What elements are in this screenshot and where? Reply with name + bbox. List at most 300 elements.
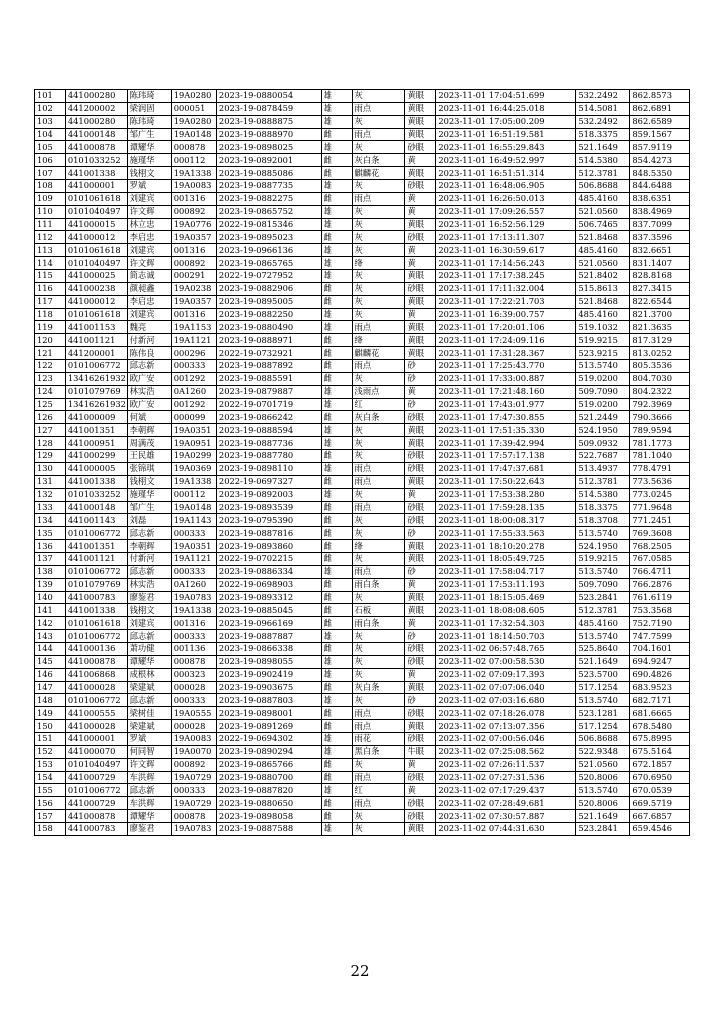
rank-cell: 145 xyxy=(35,655,66,668)
rank-cell: 132 xyxy=(35,488,66,501)
arrival-time-cell: 2023-11-01 17:22:21.703 xyxy=(436,295,576,308)
eye-cell: 砂眼 xyxy=(405,797,436,810)
arrival-time-cell: 2023-11-01 18:08:08.605 xyxy=(436,604,576,617)
distance-cell: 532.2492 xyxy=(576,90,630,103)
speed-cell: 804.7030 xyxy=(630,372,690,385)
speed-cell: 678.5480 xyxy=(630,720,690,733)
color-cell: 灰 xyxy=(352,668,405,681)
ring-number-cell: 2023-19-0866338 xyxy=(216,642,321,655)
sex-cell: 雄 xyxy=(321,565,352,578)
distance-cell: 512.3781 xyxy=(576,167,630,180)
table-row xyxy=(35,128,690,141)
speed-cell: 669.5719 xyxy=(630,797,690,810)
loft-code-cell: 19A1153 xyxy=(171,321,216,334)
member-id-cell: 441001121 xyxy=(65,552,127,565)
sex-cell: 雌 xyxy=(321,192,352,205)
arrival-time-cell: 2023-11-01 17:59:28.135 xyxy=(436,501,576,514)
sex-cell: 雌 xyxy=(321,810,352,823)
sex-cell: 雄 xyxy=(321,630,352,643)
eye-cell: 砂 xyxy=(405,398,436,411)
member-id-cell: 0101040497 xyxy=(65,758,127,771)
rank-cell: 109 xyxy=(35,192,66,205)
distance-cell: 485.4160 xyxy=(576,308,630,321)
eye-cell: 牛眼 xyxy=(405,745,436,758)
table-row xyxy=(35,720,690,733)
arrival-time-cell: 2023-11-01 16:26:50.013 xyxy=(436,192,576,205)
loft-code-cell: 19A0280 xyxy=(171,90,216,103)
arrival-time-cell: 2023-11-01 17:50:22.643 xyxy=(436,475,576,488)
arrival-time-cell: 2023-11-02 07:30:57.887 xyxy=(436,810,576,823)
name-cell: 何斌 xyxy=(127,411,171,424)
distance-cell: 513.5740 xyxy=(576,565,630,578)
table-row xyxy=(35,642,690,655)
table-row xyxy=(35,167,690,180)
loft-code-cell: 000112 xyxy=(171,488,216,501)
arrival-time-cell: 2023-11-01 17:32:54.303 xyxy=(436,617,576,630)
color-cell: 雨点 xyxy=(352,720,405,733)
distance-cell: 513.5740 xyxy=(576,784,630,797)
eye-cell: 砂眼 xyxy=(405,732,436,745)
sex-cell: 雌 xyxy=(321,514,352,527)
sex-cell: 雌 xyxy=(321,372,352,385)
color-cell: 雨点 xyxy=(352,462,405,475)
rank-cell: 140 xyxy=(35,591,66,604)
color-cell: 浅雨点 xyxy=(352,385,405,398)
member-id-cell: 441000028 xyxy=(65,681,127,694)
speed-cell: 769.3608 xyxy=(630,527,690,540)
rank-cell: 147 xyxy=(35,681,66,694)
distance-cell: 485.4160 xyxy=(576,192,630,205)
arrival-time-cell: 2023-11-01 18:10:20.278 xyxy=(436,540,576,553)
eye-cell: 黄眼 xyxy=(405,437,436,450)
rank-cell: 130 xyxy=(35,462,66,475)
member-id-cell: 0101006772 xyxy=(65,527,127,540)
speed-cell: 821.3635 xyxy=(630,321,690,334)
color-cell: 灰 xyxy=(352,205,405,218)
name-cell: 谭耀华 xyxy=(127,141,171,154)
rank-cell: 121 xyxy=(35,347,66,360)
member-id-cell: 441000025 xyxy=(65,270,127,283)
sex-cell: 雌 xyxy=(321,642,352,655)
speed-cell: 781.1773 xyxy=(630,437,690,450)
speed-cell: 773.0245 xyxy=(630,488,690,501)
member-id-cell: 441200001 xyxy=(65,347,127,360)
distance-cell: 523.2841 xyxy=(576,591,630,604)
rank-cell: 134 xyxy=(35,514,66,527)
table-row xyxy=(35,655,690,668)
loft-code-cell: 000099 xyxy=(171,411,216,424)
ring-number-cell: 2023-19-0887816 xyxy=(216,527,321,540)
table-row xyxy=(35,398,690,411)
ring-number-cell: 2023-19-0892003 xyxy=(216,488,321,501)
sex-cell: 雄 xyxy=(321,141,352,154)
speed-cell: 832.6651 xyxy=(630,244,690,257)
table-row xyxy=(35,218,690,231)
color-cell: 灰白条 xyxy=(352,411,405,424)
distance-cell: 506.7465 xyxy=(576,218,630,231)
loft-code-cell: 000333 xyxy=(171,784,216,797)
table-row xyxy=(35,244,690,257)
loft-code-cell: 000333 xyxy=(171,694,216,707)
member-id-cell: 441000729 xyxy=(65,771,127,784)
arrival-time-cell: 2023-11-02 07:17:29.437 xyxy=(436,784,576,797)
sex-cell: 雄 xyxy=(321,180,352,193)
table-row xyxy=(35,462,690,475)
rank-cell: 102 xyxy=(35,102,66,115)
loft-code-cell: 000028 xyxy=(171,681,216,694)
sex-cell: 雄 xyxy=(321,102,352,115)
distance-cell: 520.8006 xyxy=(576,771,630,784)
eye-cell: 黄 xyxy=(405,784,436,797)
color-cell: 灰 xyxy=(352,115,405,128)
ring-number-cell: 2023-19-0865765 xyxy=(216,257,321,270)
table-row xyxy=(35,334,690,347)
table-row xyxy=(35,282,690,295)
ring-number-cell: 2022-19-0697327 xyxy=(216,475,321,488)
distance-cell: 521.1649 xyxy=(576,655,630,668)
arrival-time-cell: 2023-11-01 17:33:00.887 xyxy=(436,372,576,385)
ring-number-cell: 2023-19-0898025 xyxy=(216,141,321,154)
distance-cell: 519.0200 xyxy=(576,372,630,385)
distance-cell: 521.8468 xyxy=(576,295,630,308)
table-row xyxy=(35,707,690,720)
member-id-cell: 441000012 xyxy=(65,295,127,308)
ring-number-cell: 2023-19-0892001 xyxy=(216,154,321,167)
sex-cell: 雄 xyxy=(321,655,352,668)
eye-cell: 砂 xyxy=(405,630,436,643)
sex-cell: 雌 xyxy=(321,681,352,694)
eye-cell: 砂眼 xyxy=(405,282,436,295)
distance-cell: 520.8006 xyxy=(576,797,630,810)
rank-cell: 116 xyxy=(35,282,66,295)
distance-cell: 518.3375 xyxy=(576,501,630,514)
color-cell: 灰 xyxy=(352,552,405,565)
ring-number-cell: 2023-19-0882906 xyxy=(216,282,321,295)
name-cell: 欧广安 xyxy=(127,398,171,411)
rank-cell: 101 xyxy=(35,90,66,103)
rank-cell: 143 xyxy=(35,630,66,643)
speed-cell: 667.6857 xyxy=(630,810,690,823)
sex-cell: 雄 xyxy=(321,437,352,450)
sex-cell: 雌 xyxy=(321,617,352,630)
speed-cell: 854.4273 xyxy=(630,154,690,167)
color-cell: 灰 xyxy=(352,231,405,244)
rank-cell: 138 xyxy=(35,565,66,578)
eye-cell: 黄 xyxy=(405,257,436,270)
loft-code-cell: 19A0083 xyxy=(171,180,216,193)
arrival-time-cell: 2023-11-01 16:52:56.129 xyxy=(436,218,576,231)
eye-cell: 砂眼 xyxy=(405,810,436,823)
loft-code-cell: 001292 xyxy=(171,372,216,385)
table-row xyxy=(35,732,690,745)
table-row xyxy=(35,540,690,553)
color-cell: 灰 xyxy=(352,437,405,450)
eye-cell: 砂眼 xyxy=(405,514,436,527)
speed-cell: 790.3666 xyxy=(630,411,690,424)
rank-cell: 105 xyxy=(35,141,66,154)
rank-cell: 120 xyxy=(35,334,66,347)
color-cell: 麒麟花 xyxy=(352,167,405,180)
rank-cell: 142 xyxy=(35,617,66,630)
color-cell: 雨点 xyxy=(352,192,405,205)
rank-cell: 133 xyxy=(35,501,66,514)
speed-cell: 828.8168 xyxy=(630,270,690,283)
eye-cell: 黄眼 xyxy=(405,167,436,180)
speed-cell: 827.3415 xyxy=(630,282,690,295)
member-id-cell: 441000001 xyxy=(65,180,127,193)
rank-cell: 122 xyxy=(35,360,66,373)
distance-cell: 519.9215 xyxy=(576,552,630,565)
arrival-time-cell: 2023-11-01 17:57:17.138 xyxy=(436,450,576,463)
loft-code-cell: 19A0148 xyxy=(171,128,216,141)
table-row xyxy=(35,810,690,823)
eye-cell: 砂 xyxy=(405,360,436,373)
rank-cell: 155 xyxy=(35,784,66,797)
name-cell: 周满茂 xyxy=(127,437,171,450)
speed-cell: 675.8995 xyxy=(630,732,690,745)
rank-cell: 111 xyxy=(35,218,66,231)
ring-number-cell: 2023-19-0865752 xyxy=(216,205,321,218)
speed-cell: 659.4546 xyxy=(630,822,690,835)
table-row xyxy=(35,758,690,771)
name-cell: 邱志新 xyxy=(127,565,171,578)
arrival-time-cell: 2023-11-01 17:47:30.855 xyxy=(436,411,576,424)
sex-cell: 雌 xyxy=(321,475,352,488)
table-row xyxy=(35,475,690,488)
table-row xyxy=(35,771,690,784)
rank-cell: 104 xyxy=(35,128,66,141)
eye-cell: 黄眼 xyxy=(405,347,436,360)
table-row xyxy=(35,527,690,540)
ring-number-cell: 2022-19-0702215 xyxy=(216,552,321,565)
name-cell: 梁润固 xyxy=(127,102,171,115)
member-id-cell: 441000878 xyxy=(65,655,127,668)
member-id-cell: 0101033252 xyxy=(65,154,127,167)
member-id-cell: 441000783 xyxy=(65,822,127,835)
sex-cell: 雄 xyxy=(321,90,352,103)
rank-cell: 113 xyxy=(35,244,66,257)
distance-cell: 523.9215 xyxy=(576,347,630,360)
sex-cell: 雄 xyxy=(321,244,352,257)
loft-code-cell: 000892 xyxy=(171,205,216,218)
distance-cell: 509.0932 xyxy=(576,437,630,450)
ring-number-cell: 2023-19-0865766 xyxy=(216,758,321,771)
speed-cell: 675.5164 xyxy=(630,745,690,758)
rank-cell: 139 xyxy=(35,578,66,591)
sex-cell: 雌 xyxy=(321,591,352,604)
color-cell: 红 xyxy=(352,398,405,411)
distance-cell: 522.9348 xyxy=(576,745,630,758)
color-cell: 雨点 xyxy=(352,360,405,373)
ring-number-cell: 2022-19-0727952 xyxy=(216,270,321,283)
eye-cell: 砂眼 xyxy=(405,771,436,784)
distance-cell: 521.8402 xyxy=(576,270,630,283)
ring-number-cell: 2023-19-0891269 xyxy=(216,720,321,733)
loft-code-cell: 19A1338 xyxy=(171,475,216,488)
eye-cell: 黄眼 xyxy=(405,295,436,308)
member-id-cell: 0101006772 xyxy=(65,360,127,373)
speed-cell: 771.2451 xyxy=(630,514,690,527)
rank-cell: 128 xyxy=(35,437,66,450)
rank-cell: 141 xyxy=(35,604,66,617)
results-table xyxy=(34,89,690,836)
table-row xyxy=(35,321,690,334)
loft-code-cell: 19A1121 xyxy=(171,334,216,347)
color-cell: 灰 xyxy=(352,282,405,295)
distance-cell: 509.7090 xyxy=(576,385,630,398)
eye-cell: 黄 xyxy=(405,205,436,218)
arrival-time-cell: 2023-11-02 07:09:17.393 xyxy=(436,668,576,681)
color-cell: 雨点 xyxy=(352,565,405,578)
table-row xyxy=(35,617,690,630)
rank-cell: 129 xyxy=(35,450,66,463)
ring-number-cell: 2023-19-0885086 xyxy=(216,167,321,180)
sex-cell: 雌 xyxy=(321,758,352,771)
loft-code-cell: 19A0070 xyxy=(171,745,216,758)
table-row xyxy=(35,694,690,707)
speed-cell: 817.3129 xyxy=(630,334,690,347)
arrival-time-cell: 2023-11-01 17:47:37.681 xyxy=(436,462,576,475)
eye-cell: 黄眼 xyxy=(405,720,436,733)
speed-cell: 773.5636 xyxy=(630,475,690,488)
ring-number-cell: 2023-19-0887803 xyxy=(216,694,321,707)
distance-cell: 485.4160 xyxy=(576,617,630,630)
ring-number-cell: 2023-19-0887820 xyxy=(216,784,321,797)
ring-number-cell: 2023-19-0887588 xyxy=(216,822,321,835)
member-id-cell: 441000878 xyxy=(65,141,127,154)
table-row xyxy=(35,205,690,218)
member-id-cell: 0101040497 xyxy=(65,205,127,218)
loft-code-cell: 001316 xyxy=(171,617,216,630)
member-id-cell: 441001143 xyxy=(65,514,127,527)
distance-cell: 524.1950 xyxy=(576,424,630,437)
distance-cell: 514.5380 xyxy=(576,154,630,167)
table-row xyxy=(35,360,690,373)
loft-code-cell: 000112 xyxy=(171,154,216,167)
ring-number-cell: 2023-19-0890294 xyxy=(216,745,321,758)
speed-cell: 821.3700 xyxy=(630,308,690,321)
eye-cell: 黄眼 xyxy=(405,540,436,553)
ring-number-cell: 2023-19-0893312 xyxy=(216,591,321,604)
eye-cell: 黄 xyxy=(405,578,436,591)
name-cell: 刘建宾 xyxy=(127,617,171,630)
name-cell: 颜昶鑫 xyxy=(127,282,171,295)
distance-cell: 514.5380 xyxy=(576,488,630,501)
speed-cell: 857.9119 xyxy=(630,141,690,154)
member-id-cell: 0101061618 xyxy=(65,617,127,630)
table-row xyxy=(35,180,690,193)
name-cell: 张锦琪 xyxy=(127,462,171,475)
rank-cell: 118 xyxy=(35,308,66,321)
color-cell: 灰 xyxy=(352,450,405,463)
speed-cell: 771.9648 xyxy=(630,501,690,514)
distance-cell: 515.8613 xyxy=(576,282,630,295)
distance-cell: 523.2841 xyxy=(576,822,630,835)
table-row xyxy=(35,514,690,527)
color-cell: 灰白条 xyxy=(352,681,405,694)
ring-number-cell: 2023-19-0898058 xyxy=(216,810,321,823)
loft-code-cell: 000333 xyxy=(171,527,216,540)
eye-cell: 黄 xyxy=(405,758,436,771)
color-cell: 雨点 xyxy=(352,475,405,488)
name-cell: 付新河 xyxy=(127,334,171,347)
arrival-time-cell: 2023-11-02 07:28:49.681 xyxy=(436,797,576,810)
speed-cell: 761.6119 xyxy=(630,591,690,604)
speed-cell: 831.1407 xyxy=(630,257,690,270)
arrival-time-cell: 2023-11-02 06:57:48.765 xyxy=(436,642,576,655)
eye-cell: 黄眼 xyxy=(405,822,436,835)
eye-cell: 砂 xyxy=(405,527,436,540)
loft-code-cell: 0A1260 xyxy=(171,385,216,398)
speed-cell: 694.9247 xyxy=(630,655,690,668)
name-cell: 钱栩文 xyxy=(127,604,171,617)
eye-cell: 砂眼 xyxy=(405,141,436,154)
speed-cell: 848.5350 xyxy=(630,167,690,180)
member-id-cell: 441001351 xyxy=(65,424,127,437)
ring-number-cell: 2023-19-0898110 xyxy=(216,462,321,475)
sex-cell: 雌 xyxy=(321,128,352,141)
color-cell: 灰 xyxy=(352,694,405,707)
sex-cell: 雄 xyxy=(321,321,352,334)
speed-cell: 838.6351 xyxy=(630,192,690,205)
speed-cell: 683.9523 xyxy=(630,681,690,694)
member-id-cell: 441000951 xyxy=(65,437,127,450)
speed-cell: 682.7171 xyxy=(630,694,690,707)
distance-cell: 518.3375 xyxy=(576,128,630,141)
distance-cell: 514.5081 xyxy=(576,102,630,115)
color-cell: 绛 xyxy=(352,334,405,347)
color-cell: 灰白条 xyxy=(352,154,405,167)
arrival-time-cell: 2023-11-01 18:15:05.469 xyxy=(436,591,576,604)
eye-cell: 黄眼 xyxy=(405,604,436,617)
name-cell: 刘建宾 xyxy=(127,308,171,321)
speed-cell: 690.4826 xyxy=(630,668,690,681)
ring-number-cell: 2023-19-0885591 xyxy=(216,372,321,385)
eye-cell: 黄 xyxy=(405,488,436,501)
table-row xyxy=(35,501,690,514)
arrival-time-cell: 2023-11-01 17:04:51.699 xyxy=(436,90,576,103)
loft-code-cell: 19A0951 xyxy=(171,437,216,450)
color-cell: 雨点 xyxy=(352,321,405,334)
rank-cell: 152 xyxy=(35,745,66,758)
eye-cell: 黄眼 xyxy=(405,90,436,103)
speed-cell: 670.6950 xyxy=(630,771,690,784)
ring-number-cell: 2023-19-0878459 xyxy=(216,102,321,115)
loft-code-cell: 000296 xyxy=(171,347,216,360)
sex-cell: 雌 xyxy=(321,720,352,733)
table-row xyxy=(35,681,690,694)
ring-number-cell: 2023-19-0880650 xyxy=(216,797,321,810)
table-row xyxy=(35,668,690,681)
eye-cell: 黄眼 xyxy=(405,218,436,231)
color-cell: 雨点 xyxy=(352,128,405,141)
eye-cell: 黄眼 xyxy=(405,321,436,334)
member-id-cell: 441000555 xyxy=(65,707,127,720)
arrival-time-cell: 2023-11-01 17:31:28.367 xyxy=(436,347,576,360)
speed-cell: 752.7190 xyxy=(630,617,690,630)
sex-cell: 雌 xyxy=(321,231,352,244)
sex-cell: 雌 xyxy=(321,540,352,553)
rank-cell: 115 xyxy=(35,270,66,283)
table-row xyxy=(35,295,690,308)
rank-cell: 151 xyxy=(35,732,66,745)
color-cell: 雨点 xyxy=(352,102,405,115)
name-cell: 罗斌 xyxy=(127,180,171,193)
color-cell: 灰 xyxy=(352,270,405,283)
ring-number-cell: 2023-19-0887780 xyxy=(216,450,321,463)
eye-cell: 黄眼 xyxy=(405,681,436,694)
ring-number-cell: 2023-19-0888594 xyxy=(216,424,321,437)
